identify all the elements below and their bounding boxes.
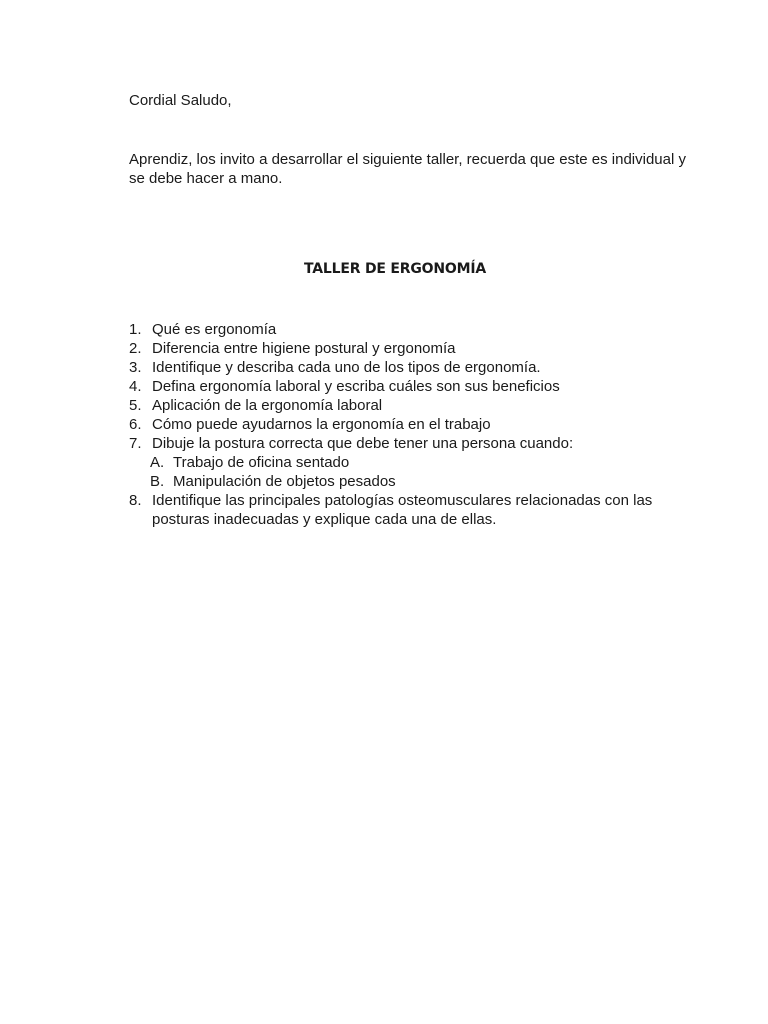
task-text: Diferencia entre higiene postural y ergonomía: [152, 340, 456, 357]
task-number: 1.: [129, 321, 142, 338]
task-item-2: [129, 339, 689, 358]
task-number: 3.: [129, 359, 142, 376]
document-title: TALLER DE ERGONOMÍA: [304, 261, 486, 277]
sub-task-item-b: [152, 472, 689, 491]
task-text: Cómo puede ayudarnos la ergonomía en el trabajo: [152, 416, 491, 433]
sub-task-list: [152, 453, 689, 491]
task-number: 4.: [129, 378, 142, 395]
task-item-7: [129, 434, 689, 491]
task-text: Dibuje la postura correcta que debe tener una persona cuando:: [152, 435, 574, 452]
task-text: Defina ergonomía laboral y escriba cuáles son sus beneficios: [152, 378, 560, 395]
task-text: Qué es ergonomía: [152, 321, 277, 338]
sub-task-text: Trabajo de oficina sentado: [173, 454, 350, 471]
task-list: [129, 320, 689, 529]
task-item-8: [129, 491, 689, 529]
task-item-5: [129, 396, 689, 415]
task-text: Identifique las principales patologías osteomusculares relacionadas con las posturas inadecuadas y explique cada una de ellas.: [152, 492, 653, 528]
task-number: 5.: [129, 397, 142, 414]
sub-task-letter: B.: [150, 473, 165, 490]
intro-paragraph: Aprendiz, los invito a desarrollar el siguiente taller, recuerda que este es individual y se debe hacer a mano.: [129, 151, 686, 187]
task-item-6: [129, 415, 689, 434]
task-number: 6.: [129, 416, 142, 433]
task-number: 2.: [129, 340, 142, 357]
task-text: Identifique y describa cada uno de los tipos de ergonomía.: [152, 359, 541, 376]
task-item-1: [129, 320, 689, 339]
greeting-text: Cordial Saludo,: [129, 92, 232, 109]
task-number: 7.: [129, 435, 142, 452]
task-item-4: [129, 377, 689, 396]
task-text: Aplicación de la ergonomía laboral: [152, 397, 383, 414]
sub-task-text: Manipulación de objetos pesados: [173, 473, 396, 490]
sub-task-letter: A.: [150, 454, 165, 471]
sub-task-item-a: [152, 453, 689, 472]
task-number: 8.: [129, 492, 142, 509]
task-item-3: [129, 358, 689, 377]
